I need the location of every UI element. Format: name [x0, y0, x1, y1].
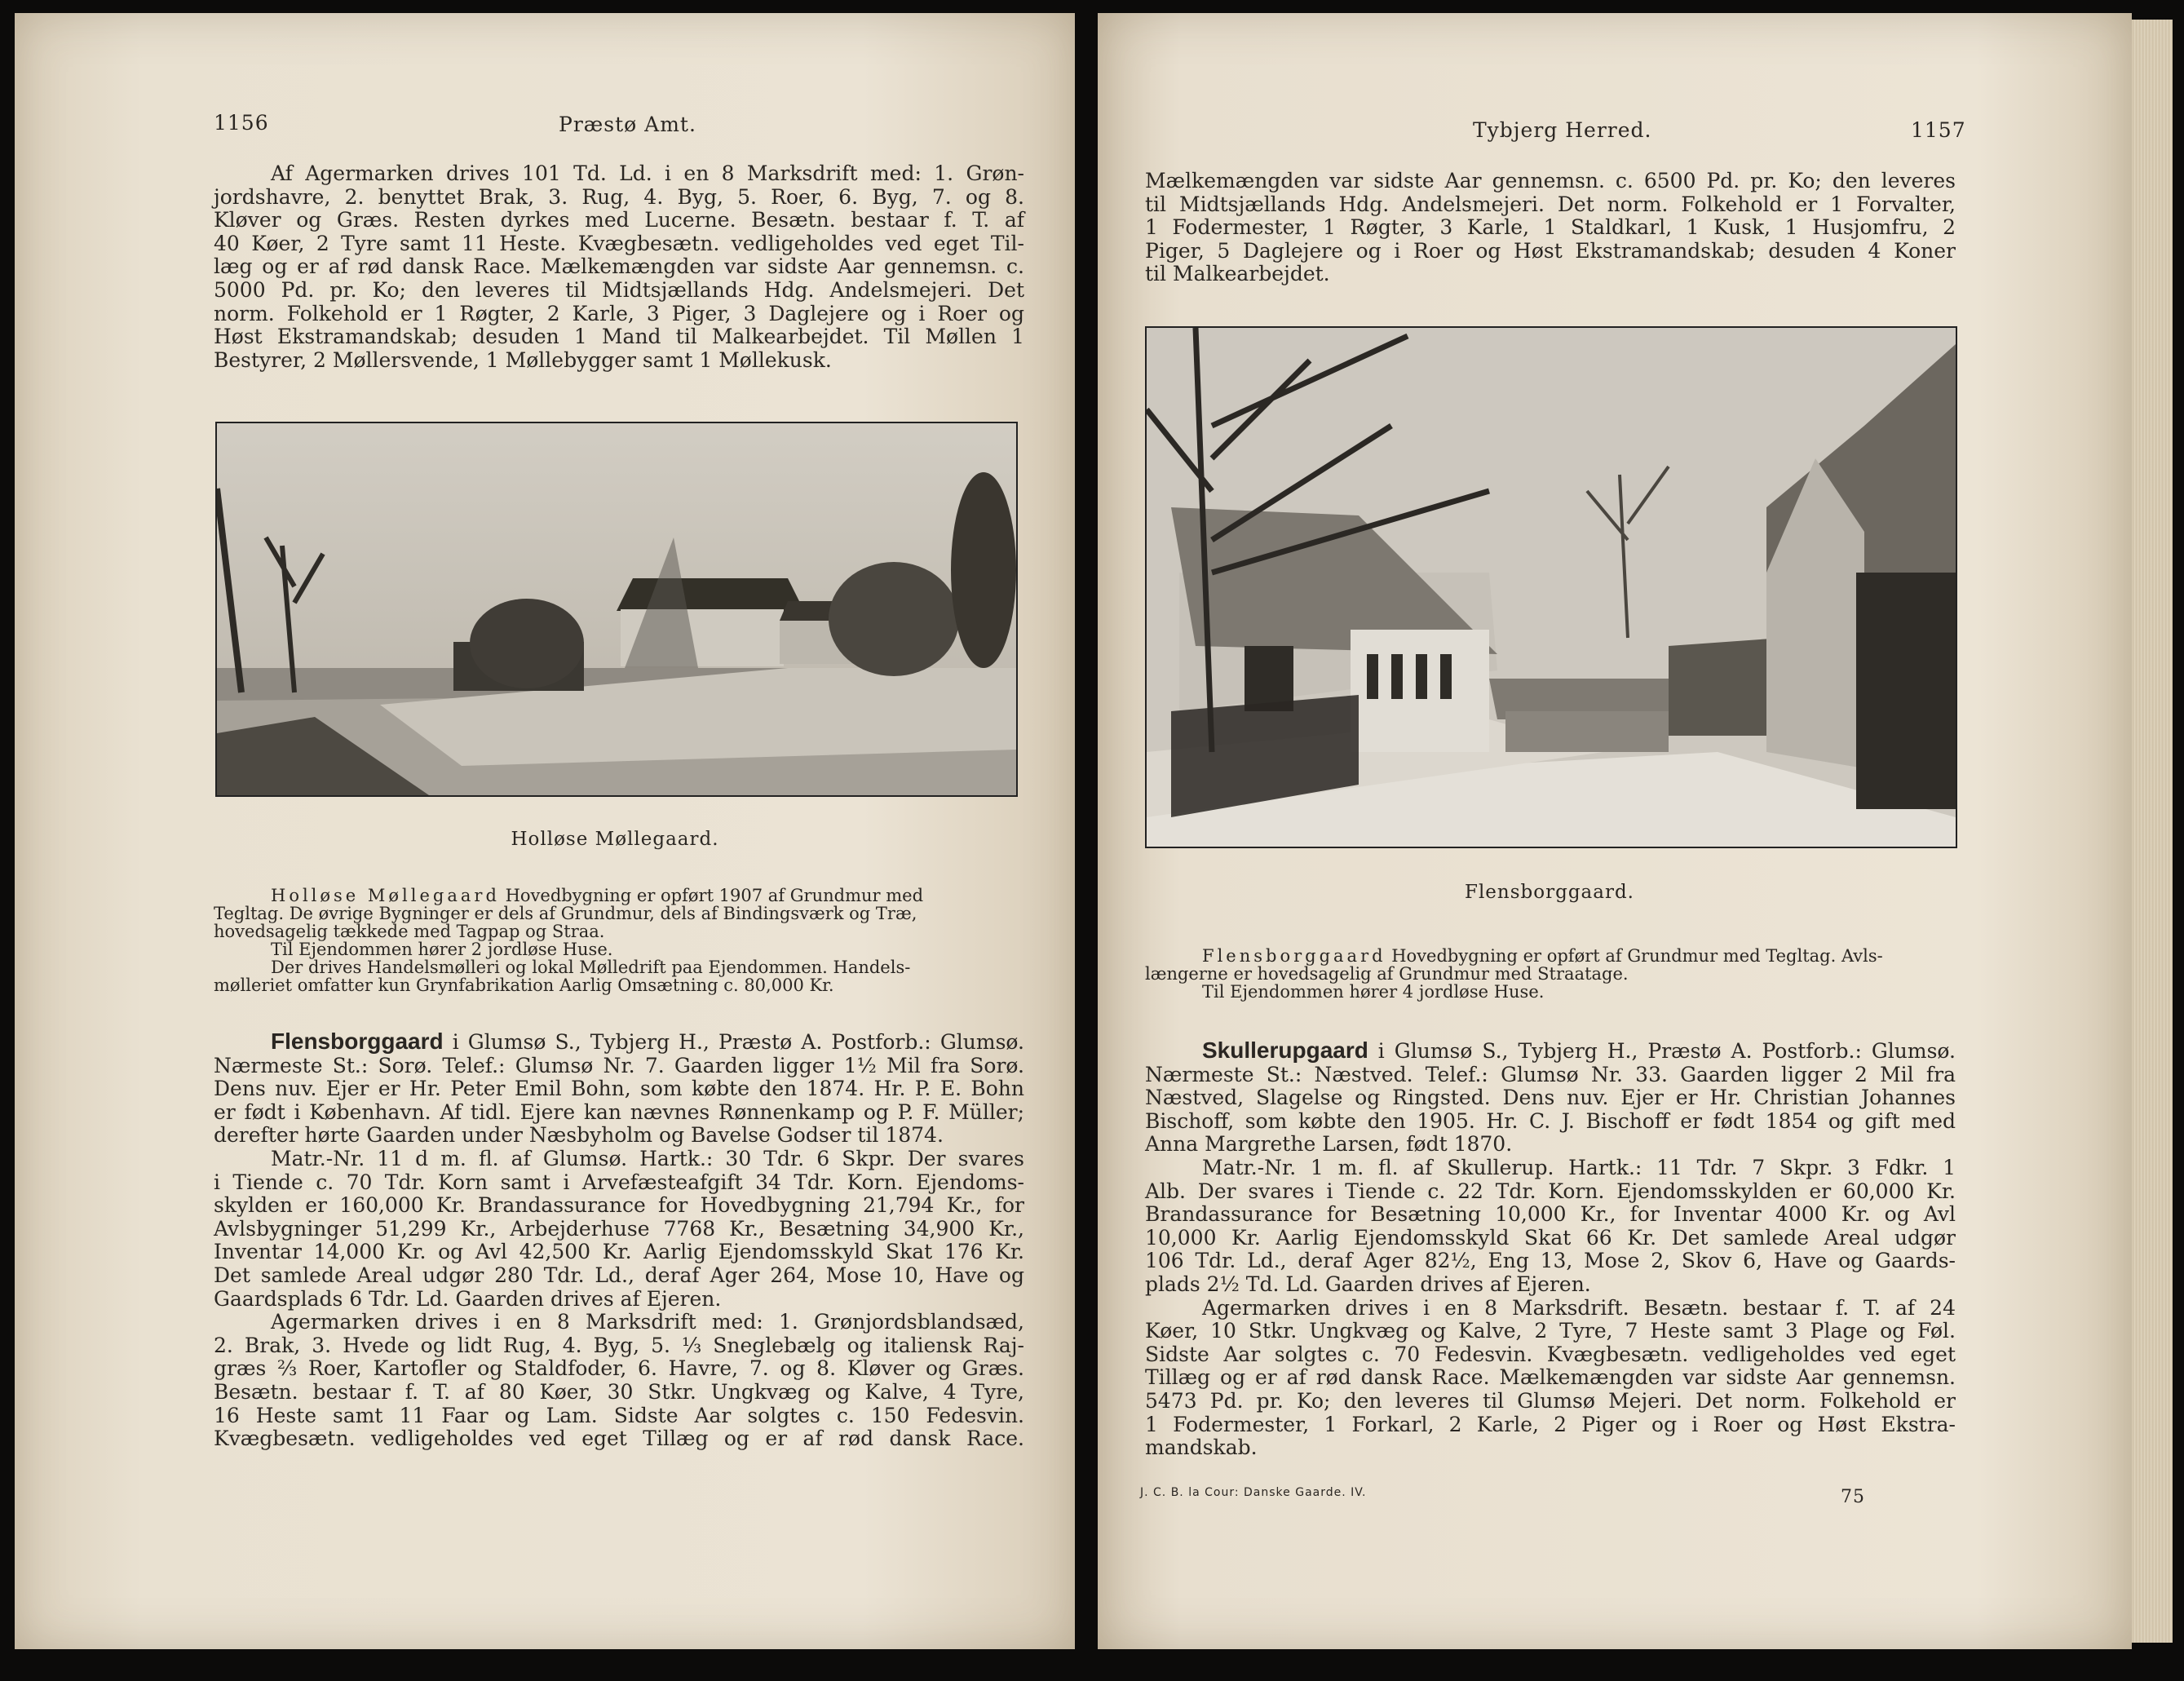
text-line: til Midtsjællands Hdg. Andelsmejeri. Det norm. Folkehold er 1 Forvalter, [1145, 192, 1956, 216]
text-line: Avlsbygninger 51,299 Kr., Arbejderhuse 7768 Kr., Besætning 34,900 Kr., [214, 1216, 1024, 1241]
text-line: 10,000 Kr. Aarlig Ejendomsskyld Skat 66 Kr. Det samlede Areal udgør [1145, 1225, 1956, 1250]
text-line: i Tiende c. 70 Tdr. Korn samt i Arvefæsteafgift 34 Tdr. Korn. Ejendoms- [214, 1170, 1024, 1194]
text-line: Af Agermarken drives 101 Td. Ld. i en 8 Marksdrift med: 1. Grøn- [271, 161, 1024, 185]
entry-title: Skullerupgaard [1202, 1037, 1368, 1063]
text-line: jordshavre, 2. benyttet Brak, 3. Rug, 4. Byg, 5. Roer, 6. Byg, 7. og 8. [214, 184, 1024, 209]
text-line: Kløver og Græs. Resten dyrkes med Lucerne. Besætn. bestaar f. T. af [214, 208, 1024, 232]
right-entry-skullerupgaard [1145, 1039, 1956, 1460]
text-line: 5473 Pd. pr. Ko; den leveres til Glumsø Mejeri. Det norm. Folkehold er [1145, 1388, 1956, 1413]
entry-title: Flensborggaard [271, 1029, 444, 1054]
photo-caption-left: Holløse Møllegaard. [511, 829, 719, 850]
note-text: Hovedbygning er opført af Grundmur med Tegltag. Avls- [1386, 946, 1883, 966]
note-building-name: Holløse Møllegaard [271, 886, 500, 905]
text-line: Nærmeste St.: Sorø. Telef.: Glumsø Nr. 7. Gaarden ligger 1½ Mil fra Sorø. [214, 1053, 1024, 1077]
text-line: 5000 Pd. pr. Ko; den leveres til Midtsjællands Hdg. Andelsmejeri. Det [214, 277, 1024, 302]
entry-first-line-text: i Glumsø S., Tybjerg H., Præstø A. Postforb.: Glumsø. [443, 1030, 1024, 1054]
text-line: Dens nuv. Ejer er Hr. Peter Emil Bohn, som købte den 1874. Hr. P. E. Bohn [214, 1077, 1024, 1101]
text-line: 16 Heste samt 11 Faar og Lam. Sidste Aar solgtes c. 150 Fedesvin. [214, 1403, 1024, 1427]
text-line: plads 2½ Td. Ld. Gaarden drives af Ejeren. [1145, 1272, 1591, 1296]
text-line: Kvægbesætn. vedligeholdes ved eget Tillæg og er af rød dansk Race. [214, 1427, 1024, 1451]
note-line: hovedsagelig tækkede med Tagpap og Straa. [214, 922, 605, 941]
text-line: Piger, 5 Daglejere og i Roer og Høst Ekstramandskab; desuden 4 Koner [1145, 238, 1956, 263]
text-line: Tillæg og er af rød dansk Race. Mælkemængden var sidste Aar gennemsn. [1145, 1365, 1956, 1390]
text-line: Inventar 14,000 Kr. og Avl 42,500 Kr. Aarlig Ejendomsskyld Skat 176 Kr. [214, 1240, 1024, 1264]
text-line: Det samlede Areal udgør 280 Tdr. Ld., deraf Ager 264, Mose 10, Have og [214, 1263, 1024, 1287]
note-line-first [214, 887, 1024, 905]
text-line: Bestyrer, 2 Møllersvende, 1 Møllebygger samt 1 Møllekusk. [214, 347, 832, 372]
running-head-left: Præstø Amt. [559, 113, 696, 136]
photo-caption-right: Flensborggaard. [1464, 882, 1634, 903]
entry-first-line [214, 1030, 1024, 1055]
text-line: Køer, 10 Stkr. Ungkvæg og Kalve, 2 Tyre, 7 Heste samt 3 Plage og Føl. [1145, 1319, 1956, 1343]
text-line: 1 Fodermester, 1 Røgter, 3 Karle, 1 Staldkarl, 1 Kusk, 1 Husjomfru, 2 [1145, 215, 1956, 240]
text-line: Matr.-Nr. 1 m. fl. af Skullerup. Hartk.: 11 Tdr. 7 Skpr. 3 Fdkr. 1 [1202, 1155, 1956, 1179]
text-line: Høst Ekstramandskab; desuden 1 Mand til Malkearbejdet. Til Møllen 1 [214, 325, 1024, 349]
text-line: 2. Brak, 3. Hvede og lidt Rug, 4. Byg, 5. ⅓ Sneglebælg og italiensk Raj- [214, 1333, 1024, 1357]
note-building-name: Flensborggaard [1202, 946, 1386, 966]
text-line: 1 Fodermester, 1 Forkarl, 2 Karle, 2 Piger og i Roer og Høst Ekstra- [1145, 1412, 1956, 1436]
left-entry-flensborggaard [214, 1030, 1024, 1451]
page-number-right: 1157 [1911, 118, 1966, 142]
signature-mark: 75 [1841, 1487, 1865, 1507]
text-line: derefter hørte Gaarden under Næsbyholm og Bavelse Godser til 1874. [214, 1123, 944, 1148]
left-photo-note [214, 887, 1024, 994]
text-line: norm. Folkehold er 1 Røgter, 2 Karle, 3 Piger, 3 Daglejere og i Roer og [214, 301, 1024, 325]
note-line: længerne er hovedsagelig af Grundmur med Straatage. [1145, 964, 1629, 984]
note-text: Hovedbygning er opført 1907 af Grundmur med [499, 886, 924, 905]
photo-flensborggaard [1145, 326, 1957, 848]
text-line: læg og er af rød dansk Race. Mælkemængden var sidste Aar gennemsn. c. [214, 254, 1024, 279]
text-line: Matr.-Nr. 11 d m. fl. af Glumsø. Hartk.: 30 Tdr. 6 Skpr. Der svares [271, 1146, 1024, 1170]
photo-holloese-moellegaard [215, 422, 1018, 797]
text-line: Bischoff, som købte den 1905. Hr. C. J. Bischoff er født 1854 og gift med [1145, 1108, 1956, 1133]
text-line: Agermarken drives i en 8 Marksdrift. Besætn. bestaar f. T. af 24 [1202, 1295, 1956, 1320]
text-line: Agermarken drives i en 8 Marksdrift med: 1. Grønjordsblandsæd, [271, 1310, 1024, 1334]
note-line: mølleriet omfatter kun Grynfabrikation Aarlig Omsætning c. 80,000 Kr. [214, 975, 834, 995]
entry-first-line-text: i Glumsø S., Tybjerg H., Præstø A. Postforb.: Glumsø. [1368, 1039, 1956, 1063]
text-line: 40 Køer, 2 Tyre samt 11 Heste. Kvægbesætn. vedligeholdes ved eget Til- [214, 231, 1024, 255]
page-number-left: 1156 [214, 111, 269, 135]
text-line: Gaardsplads 6 Tdr. Ld. Gaarden drives af Ejeren. [214, 1286, 722, 1311]
note-line: Til Ejendommen hører 4 jordløse Huse. [1202, 982, 1545, 1002]
text-line: Besætn. bestaar f. T. af 80 Køer, 30 Stkr. Ungkvæg og Kalve, 4 Tyre, [214, 1379, 1024, 1404]
entry-first-line [1145, 1039, 1956, 1064]
footer-citation: J. C. B. la Cour: Danske Gaarde. IV. [1140, 1486, 1367, 1499]
text-line: Sidste Aar solgtes c. 70 Fedesvin. Kvægbesætn. vedligeholdes ved eget [1145, 1342, 1956, 1366]
text-line: Mælkemængden var sidste Aar gennemsn. c. 6500 Pd. pr. Ko; den leveres [1145, 169, 1956, 192]
text-line: er født i København. Af tidl. Ejere kan nævnes Rønnenkamp og P. F. Müller; [214, 1099, 1024, 1124]
note-line: Til Ejendommen hører 2 jordløse Huse. [271, 940, 613, 959]
text-line: skylden er 160,000 Kr. Brandassurance for Hovedbygning 21,794 Kr., for [214, 1193, 1024, 1218]
text-line: 106 Tdr. Ld., deraf Ager 82½, Eng 13, Mose 2, Skov 6, Have og Gaards- [1145, 1249, 1956, 1273]
note-line: Der drives Handelsmølleri og lokal Mølledrift paa Ejendommen. Handels- [271, 958, 911, 977]
text-line: mandskab. [1145, 1435, 1258, 1460]
left-intro-paragraph [214, 162, 1024, 372]
text-line: Næstved, Slagelse og Ringsted. Dens nuv. Ejer er Hr. Christian Johannes [1145, 1086, 1956, 1110]
note-line-first [1145, 947, 1956, 965]
right-photo-note [1145, 947, 1956, 1001]
text-line: Alb. Der svares i Tiende c. 22 Tdr. Korn. Ejendomsskylden er 60,000 Kr. [1145, 1179, 1956, 1203]
text-line: Anna Margrethe Larsen, født 1870. [1145, 1132, 1513, 1157]
text-line: Brandassurance for Besætning 10,000 Kr., for Inventar 4000 Kr. og Avl [1145, 1202, 1956, 1227]
text-line: Nærmeste St.: Næstved. Telef.: Glumsø Nr. 33. Gaarden ligger 2 Mil fra [1145, 1062, 1956, 1086]
page-edges [2132, 20, 2173, 1643]
text-line: til Malkearbejdet. [1145, 262, 1330, 286]
right-intro-paragraph [1145, 170, 1956, 286]
text-line: græs ⅔ Roer, Kartofler og Staldfoder, 6. Havre, 7. og 8. Kløver og Græs. [214, 1356, 1024, 1381]
running-head-right: Tybjerg Herred. [1473, 118, 1652, 142]
note-line: Tegltag. De øvrige Bygninger er dels af Grundmur, dels af Bindingsværk og Træ, [214, 904, 917, 923]
